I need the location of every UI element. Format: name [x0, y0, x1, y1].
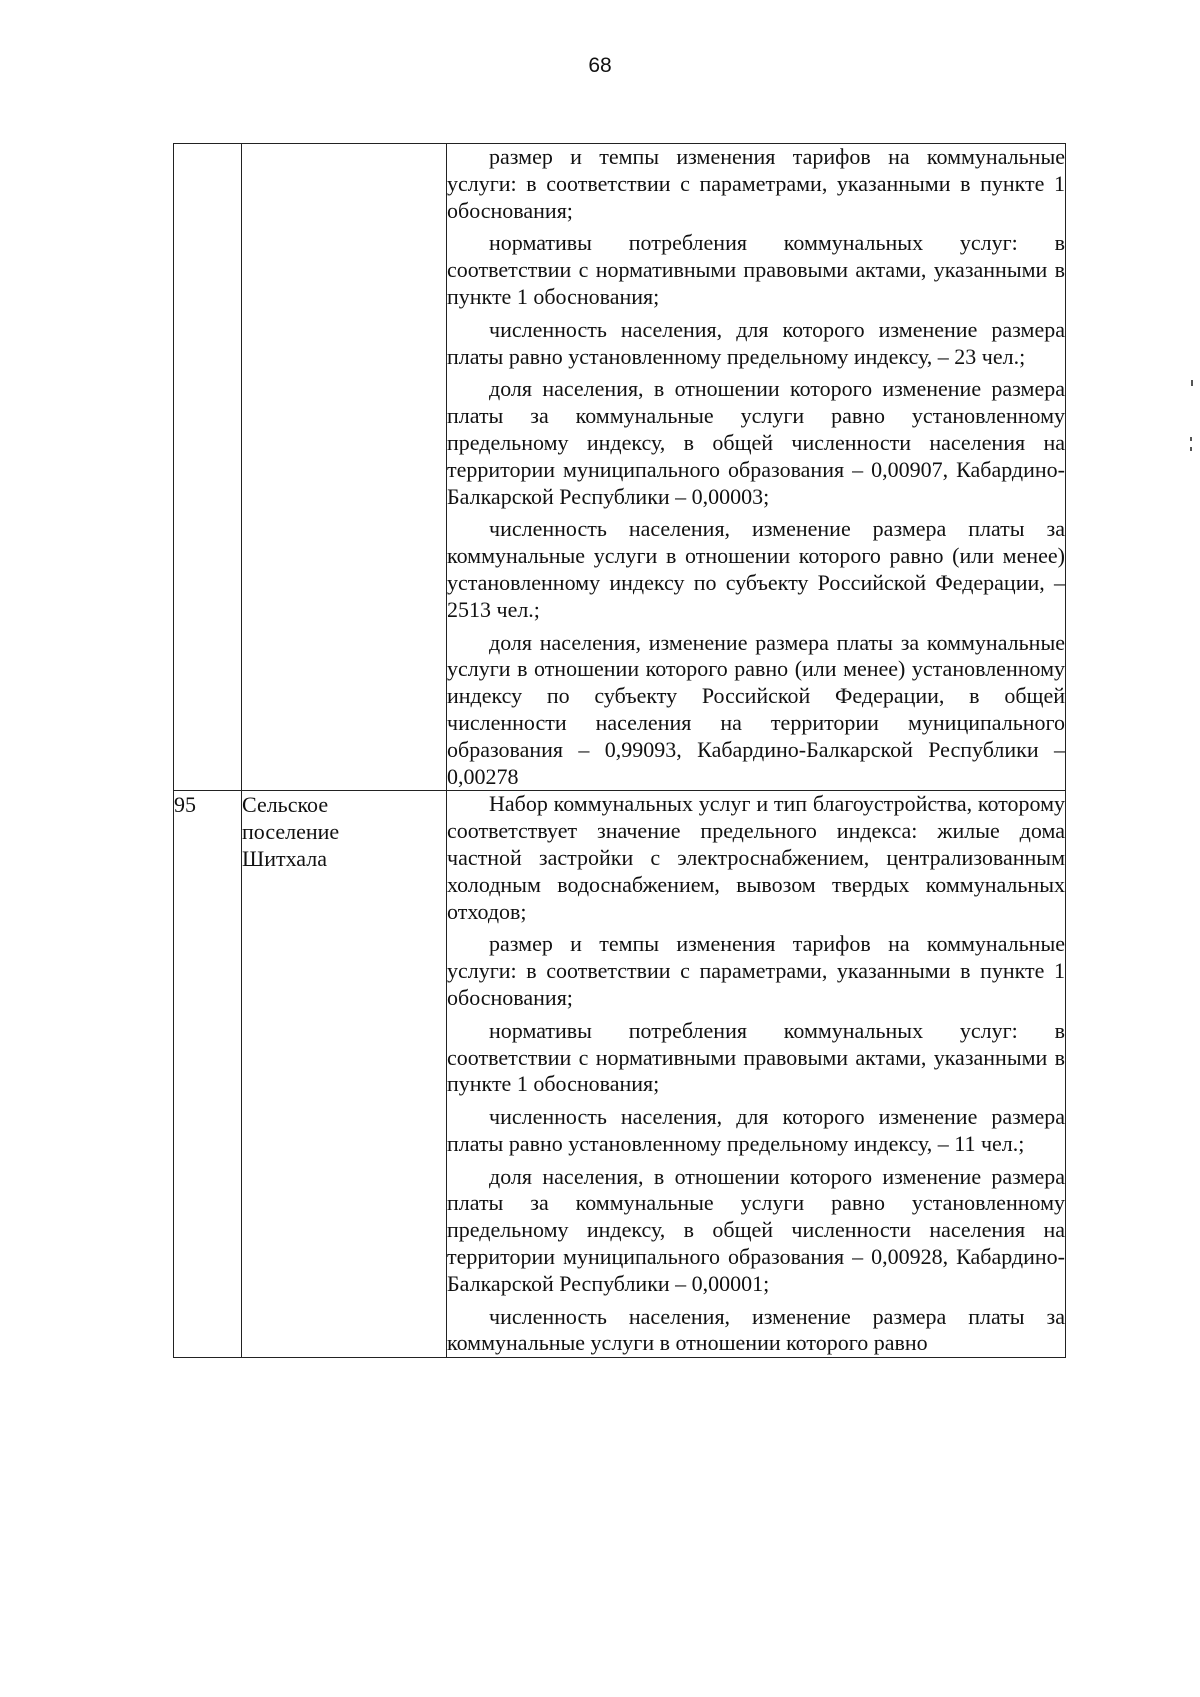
- municipality-name-line: Шитхала: [242, 846, 327, 872]
- table-body: [174, 144, 1066, 1358]
- description-paragraph: численность населения, для которого изменение размера платы равно установленному предельному индексу, – 11 чел.;: [447, 1104, 1065, 1156]
- margin-mark: [1190, 437, 1192, 441]
- municipality-name-line: поселение: [242, 819, 340, 845]
- margin-mark: [1191, 380, 1193, 386]
- description-paragraph: размер и темпы изменения тарифов на коммунальные услуги: в соответствии с параметрами, указанными в пункте 1 обоснования;: [447, 931, 1065, 1010]
- description-paragraph: Набор коммунальных услуг и тип благоустройства, которому соответствует значение предельного индекса: жилые дома частной застройки с электроснабжением, централизованным холодным водоснабжением, вывозом твердых коммунальных отходов;: [447, 791, 1065, 924]
- description-cell: [447, 144, 1066, 791]
- description-cell: [447, 791, 1066, 1358]
- row-number: 95: [174, 792, 196, 818]
- description-paragraph: численность населения, изменение размера платы за коммунальные услуги в отношении которого равно: [447, 1303, 1065, 1356]
- description-paragraph: доля населения, в отношении которого изменение размера платы за коммунальные услуги равно установленному предельному индексу, в общей численности населения на территории муниципального образования – 0,00928, Кабардино-Балкарской Республики – 0,00001;: [447, 1163, 1065, 1296]
- municipality-name-cell: [242, 791, 447, 1358]
- description-paragraph: численность населения, для которого изменение размера платы равно установленному предельному индексу, – 23 чел.;: [447, 316, 1065, 369]
- description-paragraph: размер и темпы изменения тарифов на коммунальные услуги: в соответствии с параметрами, указанными в пункте 1 обоснования;: [447, 144, 1065, 223]
- table-row: [174, 791, 1066, 1358]
- municipality-name-line: Сельское: [242, 792, 329, 818]
- page-number: 68: [588, 54, 612, 77]
- table-row: [174, 144, 1066, 791]
- municipality-name-cell: [242, 144, 447, 791]
- row-number-cell: [174, 144, 242, 791]
- description-paragraph: доля населения, изменение размера платы за коммунальные услуги в отношении которого равно (или менее) установленному индексу по субъекту Российской Федерации, в общей численности населения на территории муниципального образования – 0,99093, Кабардино-Балкарской Республики – 0,00278: [447, 629, 1065, 789]
- row-number-cell: [174, 791, 242, 1358]
- description-paragraph: доля населения, в отношении которого изменение размера платы за коммунальные услуги равно установленному предельному индексу, в общей численности населения на территории муниципального образования – 0,00907, Кабардино-Балкарской Республики – 0,00003;: [447, 376, 1065, 509]
- description-paragraph: численность населения, изменение размера платы за коммунальные услуги в отношении которого равно (или менее) установленному индексу по субъекту Российской Федерации, – 2513 чел.;: [447, 516, 1065, 622]
- margin-mark: [1190, 447, 1192, 451]
- document-table: [173, 143, 1066, 1358]
- description-paragraph: нормативы потребления коммунальных услуг: в соответствии с нормативными правовыми актами, указанными в пункте 1 обоснования;: [447, 230, 1065, 309]
- description-paragraph: нормативы потребления коммунальных услуг: в соответствии с нормативными правовыми актами, указанными в пункте 1 обоснования;: [447, 1017, 1065, 1097]
